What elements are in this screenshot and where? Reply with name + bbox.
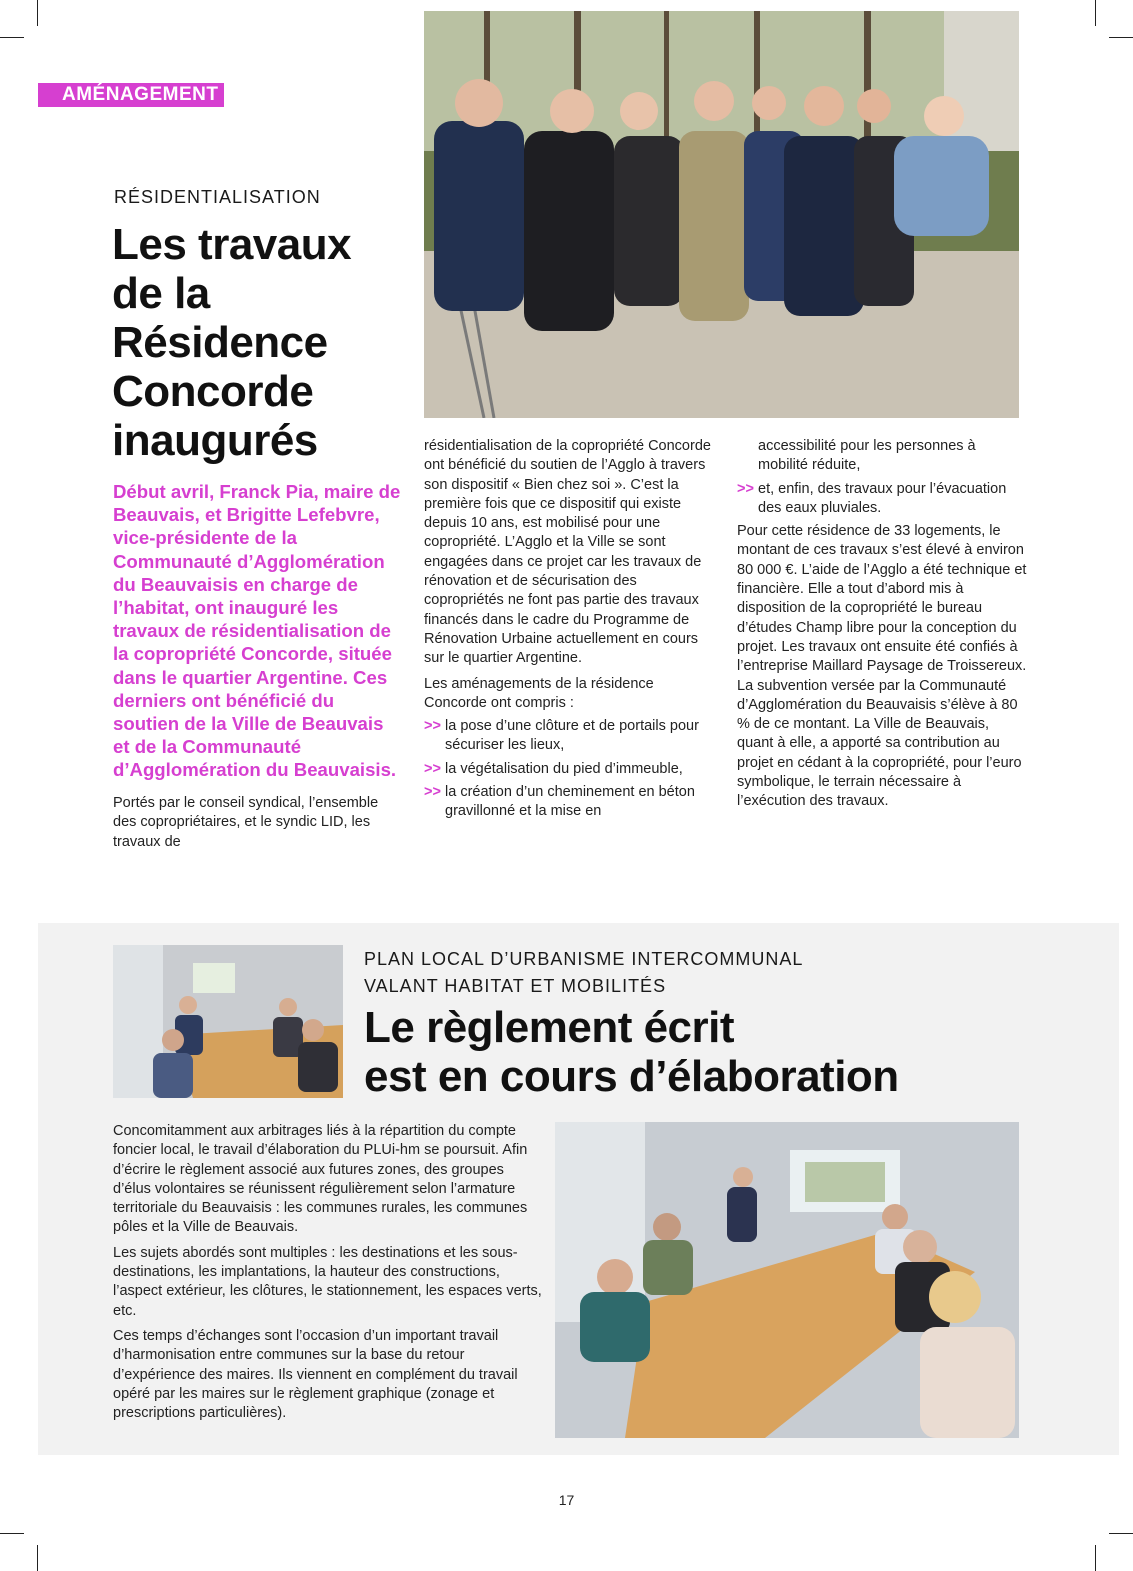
meeting-photo-small [113,945,343,1098]
bullet-item: >> la pose d’une clôture et de portails pour sécuriser les lieux, [424,718,699,754]
bullet-continuation: accessibilité pour les personnes à mobilité réduite, [758,438,976,474]
article-column-3 [737,437,1027,818]
crop-mark [37,0,38,26]
section-tag: AMÉNAGEMENT [38,83,224,107]
crop-mark [1109,37,1133,38]
crop-mark [1109,1533,1133,1534]
article-kicker: PLAN LOCAL D’URBANISME INTERCOMMUNAL VALANT HABITAT ET MOBILITÉS [364,949,804,996]
article-headline: Le règlement écrit est en cours d’élaboration [364,1003,899,1101]
crop-mark [1095,0,1096,26]
article-lede: Début avril, Franck Pia, maire de Beauvais, et Brigitte Lefebvre, vice-présidente de la Communauté d’Agglomération du Beauvaisis en charge de l’habitat, ont inauguré les travaux de résidentialisation de la copropriété Concorde, située dans le quartier Argentine. Ces derniers ont bénéficié du soutien de la Ville de Beauvais et de la Communauté d’Agglomération du Beauvaisis. [113,481,401,781]
paragraph: résidentialisation de la copropriété Concorde ont bénéficié du soutien de l’Agglo à travers son dispositif « Bien chez soi ». C’est la première fois que ce dispositif qui existe depuis 10 ans, est mobilisé pour une copropriété. L’Agglo et la Ville se sont engagées dans ce projet car les travaux de rénovation et de sécurisation des copropriétés ne font pas partie des travaux financés dans le cadre du Programme de Rénovation Urbaine actuellement en cours sur le quartier Argentine. [424,438,711,667]
paragraph: Les aménagements de la résidence Concorde ont compris : [424,675,654,711]
article-column-1 [113,794,403,858]
paragraph: Portés par le conseil syndical, l’ensemble des copropriétaires, et le syndic LID, les travaux de [113,795,379,850]
group-photo [424,11,1019,418]
bullet-item: >> la création d’un cheminement en béton gravillonné et la mise en [424,784,695,820]
bullet-item: >> la végétalisation du pied d’immeuble, [424,760,683,777]
paragraph: Pour cette résidence de 33 logements, le montant de ces travaux s’est élevé à environ 80 000 €. L’aide de l’Agglo a été technique et financière. Elle a tout d’abord mis à disposition de la copropriété le bureau d’études Champ libre pour la conception du projet. Les travaux ont ensuite été confiés à l’entreprise Maillard Paysage de Troissereux. La subvention versée par la Communauté d’Agglomération du Beauvaisis s’élève à 80 % de ce montant. La Ville de Beauvais, quant à elle, a apporté sa contribution au projet en cédant à la copropriété, pour l’euro symbolique, le terrain nécessaire à l’exécution des travaux. [737,523,1027,810]
paragraph: Concomitamment aux arbitrages liés à la répartition du compte foncier local, le travail d’élaboration du PLUi-hm se poursuit. Afin d’écrire le règlement associé aux futures zones, des groupes d’élus volontaires se réunissent régulièrement selon l’armature territoriale du Beauvaisis : les communes rurales, les communes pôles et la Ville de Beauvais. [113,1123,528,1236]
article-column-2 [424,437,714,826]
page-number: 17 [558,1492,575,1508]
paragraph: Les sujets abordés sont multiples : les destinations et les sous-destinations, les implantations, la hauteur des constructions, l’aspect extérieur, les clôtures, le stationnement, les espaces verts, etc. [113,1244,542,1319]
crop-mark [0,1533,24,1534]
article-kicker: RÉSIDENTIALISATION [114,187,321,207]
paragraph: Ces temps d’échanges sont l’occasion d’un important travail d’harmonisation entre communes sur la base du retour d’expérience des maires. Ils viennent en complément du travail opéré par les maires sur le règlement graphique (zonage et prescriptions particulières). [113,1327,518,1422]
bullet-item: >> et, enfin, des travaux pour l’évacuation des eaux pluviales. [737,480,1007,516]
article-body [113,1122,543,1429]
crop-mark [1095,1545,1096,1571]
meeting-photo-large [555,1122,1019,1438]
article-headline: Les travaux de la Résidence Concorde inaugurés [112,220,352,465]
crop-mark [37,1545,38,1571]
crop-mark [0,37,24,38]
